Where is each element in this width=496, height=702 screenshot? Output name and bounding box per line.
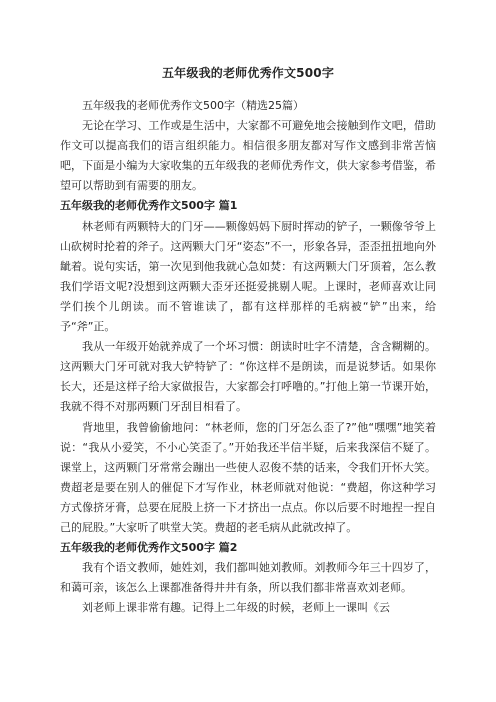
section-1-paragraph-1: 林老师有两颗特大的门牙——颗像妈妈下厨时挥动的铲子，一颗像爷爷上山砍树时抡着的斧子。这两颗大门牙“姿态”不一，形象各异，歪歪扭扭地向外龇着。说句实话，第一次见到他我就心急如焚：有这两颗大门牙顶着，怎么教我们学语文呢?没想到这两颗大歪牙还挺爱挑剔人呢。上课时，老师喜欢让同学们挨个儿朗读。而不管谁读了，都有这样那样的毛病被“铲”出来，给予“斧”正。 xyxy=(60,219,436,334)
section-2-paragraph-1: 我有个语文教师，她姓刘，我们都叫她刘教师。刘教师今年三十四岁了，和蔼可亲，该怎么上课都准备得井井有条，所以我们都非常喜欢刘老师。 xyxy=(60,561,436,595)
document-title: 五年级我的老师优秀作文500字 xyxy=(161,66,335,80)
intro-paragraph: 无论在学习、工作或是生活中，大家都不可避免地会接触到作文吧，借助作文可以提高我们的语言组织能力。相信很多朋友都对写作文感到非常苦恼吧，下面是小编为大家收集的五年级我的老师优秀作文，供大家参考借鉴，希望可以帮助到有需要的朋友。 xyxy=(60,119,436,193)
section-2-paragraph-2: 刘老师上课非常有趣。记得上二年级的时候，老师上一课叫《云 xyxy=(82,601,390,615)
section-1-heading: 五年级我的老师优秀作文500字 篇1 xyxy=(60,199,238,213)
section-2-heading: 五年级我的老师优秀作文500字 篇2 xyxy=(60,541,238,555)
section-1-paragraph-2: 我从一年级开始就养成了一个坏习惯：朗读时吐字不清楚，含含糊糊的。这两颗大门牙可就对我大铲特铲了：“你这样不是朗读，而是说梦话。如果你长大，还是这样子给大家做报告，大家都会打呼噜的。”打他上第一节课开始，我就不得不对那两颗门牙刮目相看了。 xyxy=(60,340,436,414)
document-body xyxy=(60,96,436,618)
section-1-paragraph-3: 背地里，我曾偷偷地问：“林老师，您的门牙怎么歪了?”他“嘿嘿”地笑着说：“我从小爱笑，不小心笑歪了。”开始我还半信半疑，后来我深信不疑了。课堂上，这两颗门牙常常会蹦出一些使人忍俊不禁的话来，令我们开怀大笑。费超老是要在别人的催促下才写作业，林老师就对他说：“费超，你这种学习方式像挤牙膏，总要在屁股上挤一下才挤出一点点。你以后要不时地捏一捏自己的屁股。”大家听了哄堂大笑。费超的老毛病从此就改掉了。 xyxy=(60,420,436,534)
document-subtitle: 五年级我的老师优秀作文500字（精选25篇） xyxy=(82,99,304,112)
